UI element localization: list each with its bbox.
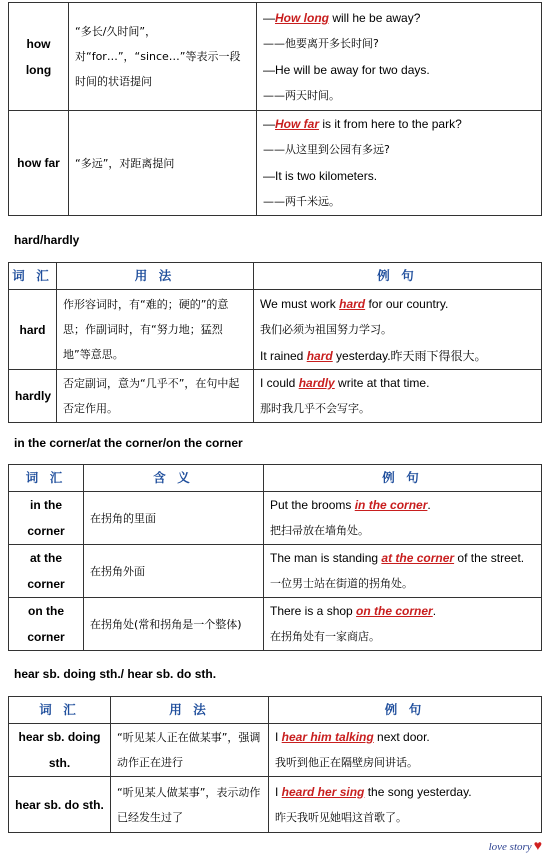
usage-text: “听见某人正在做某事”，强调动作正在进行 <box>111 724 269 777</box>
hard-hardly-table <box>8 262 542 423</box>
example-line: —How long will he be away? <box>263 10 421 25</box>
example-line: 在拐角处有一家商店。 <box>270 630 380 643</box>
section-title: in the corner/at the corner/on the corner <box>14 436 243 450</box>
corner-table <box>8 464 542 651</box>
example-line: The man is standing at the corner of the street. <box>270 551 525 565</box>
example-line: 那时我几乎不会写字。 <box>260 402 370 415</box>
example-line: We must work hard for our country. <box>260 296 449 311</box>
column-header: 词 汇 <box>9 697 111 724</box>
column-header: 词 汇 <box>9 263 57 290</box>
usage-text: 否定副词，意为“几乎不”，在句中起否定作用。 <box>57 370 254 423</box>
example-line: ——两千米远。 <box>263 195 340 208</box>
table-row <box>9 492 542 545</box>
example-cell <box>269 777 542 833</box>
heart-icon: ♥ <box>533 839 542 854</box>
example-line: I could hardly write at that time. <box>260 376 430 390</box>
meaning-text: 在拐角的里面 <box>84 492 264 545</box>
column-header: 词 汇 <box>9 465 84 492</box>
column-header: 例 句 <box>269 697 542 724</box>
meaning-text: 在拐角外面 <box>84 545 264 598</box>
example-line: ——两天时间。 <box>263 88 340 102</box>
vocab-word: hard <box>9 290 57 370</box>
section-title: hard/hardly <box>14 233 80 247</box>
vocab-word: how far <box>9 111 69 216</box>
example-cell <box>257 111 542 216</box>
usage-text: “多长/久时间”，对“for…”，“since…”等表示一段时间的状语提问 <box>69 3 257 111</box>
example-line: There is a shop on the corner. <box>270 604 437 618</box>
column-header: 例 句 <box>264 465 542 492</box>
column-header: 用 法 <box>111 697 269 724</box>
how-long-far-table <box>8 2 542 216</box>
example-line: It rained hard yesterday.昨天雨下得很大。 <box>260 348 487 363</box>
vocab-word: hardly <box>9 370 57 423</box>
column-header: 用 法 <box>57 263 254 290</box>
vocab-word: hear sb. doing sth. <box>9 724 111 777</box>
example-cell <box>264 492 542 545</box>
vocab-word: at the corner <box>9 545 84 598</box>
table-row <box>9 545 542 598</box>
example-cell <box>254 290 542 370</box>
table-row <box>9 777 542 833</box>
example-line: ——他要离开多长时间? <box>263 36 379 50</box>
vocab-word: in the corner <box>9 492 84 545</box>
example-cell <box>254 370 542 423</box>
vocab-word: hear sb. do sth. <box>9 777 111 833</box>
meaning-text: 在拐角处(常和拐角是一个整体) <box>84 598 264 651</box>
table-row <box>9 3 542 111</box>
watermark-logo: love story ♥ <box>488 839 542 854</box>
table-row <box>9 598 542 651</box>
example-line: 昨天我听见她唱这首歌了。 <box>275 810 407 824</box>
table-row <box>9 724 542 777</box>
vocab-word: how long <box>9 3 69 111</box>
example-cell <box>269 724 542 777</box>
table-row <box>9 370 542 423</box>
table-header <box>9 263 542 290</box>
column-header: 例 句 <box>254 263 542 290</box>
hear-table <box>8 696 542 833</box>
example-line: 一位男士站在街道的拐角处。 <box>270 577 413 590</box>
usage-text: 作形容词时，有“难的；硬的”的意思；作副词时，有“努力地；猛烈地”等意思。 <box>57 290 254 370</box>
example-line: Put the brooms in the corner. <box>270 498 431 512</box>
table-header <box>9 465 542 492</box>
table-row <box>9 111 542 216</box>
example-line: —He will be away for two days. <box>263 62 430 77</box>
example-line: 我听到他正在隔壁房间讲话。 <box>275 756 418 769</box>
example-line: I heard her sing the song yesterday. <box>275 784 472 799</box>
usage-text: “听见某人做某事”，表示动作已经发生过了 <box>111 777 269 833</box>
column-header: 含 义 <box>84 465 264 492</box>
example-line: 我们必须为祖国努力学习。 <box>260 322 392 336</box>
vocab-word: on the corner <box>9 598 84 651</box>
example-line: —It is two kilometers. <box>263 169 378 183</box>
section-title: hear sb. doing sth./ hear sb. do sth. <box>14 667 217 681</box>
example-line: ——从这里到公园有多远? <box>263 143 390 156</box>
usage-text: “多远”，对距离提问 <box>69 111 257 216</box>
example-cell <box>257 3 542 111</box>
example-line: 把扫帚放在墙角处。 <box>270 524 369 537</box>
table-row <box>9 290 542 370</box>
example-line: I hear him talking next door. <box>275 730 430 744</box>
example-line: —How far is it from here to the park? <box>263 117 462 131</box>
example-cell <box>264 598 542 651</box>
example-cell <box>264 545 542 598</box>
table-header <box>9 697 542 724</box>
